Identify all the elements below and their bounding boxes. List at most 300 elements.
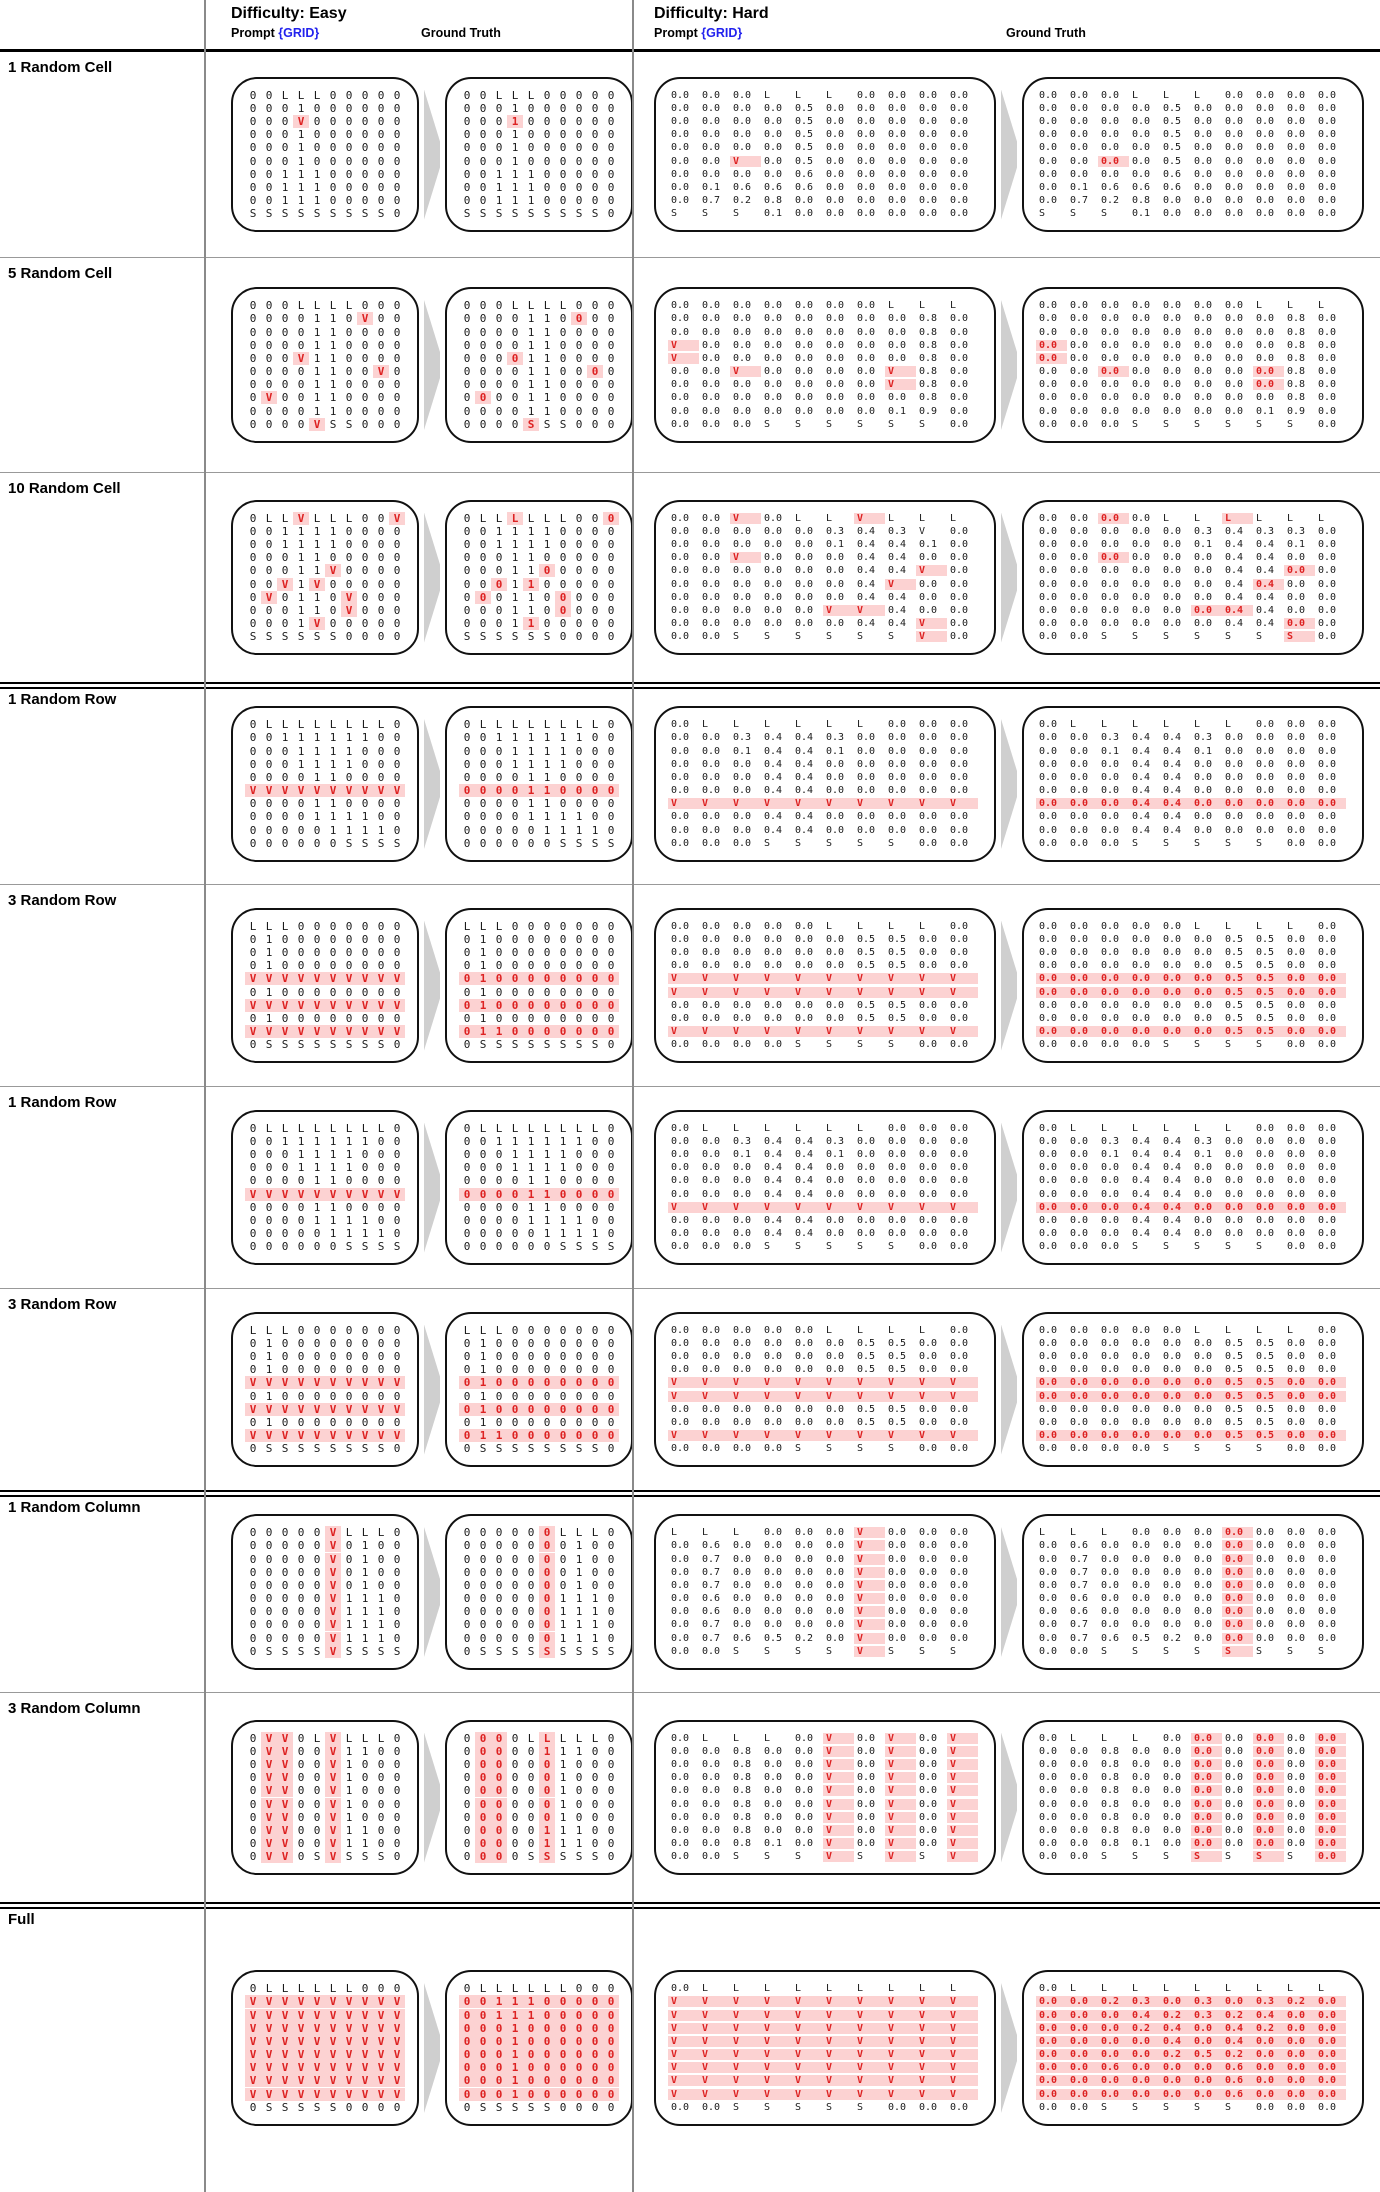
grid-cell: 0.0 xyxy=(950,920,969,932)
grid-cell: 0 xyxy=(511,1823,519,1837)
grid-cell: 0 xyxy=(479,1227,487,1241)
grid-cell: L xyxy=(919,300,926,312)
grid-cell: 0.1 xyxy=(1194,745,1213,757)
grid-cell: 0 xyxy=(249,1539,257,1553)
grid-cell: 0 xyxy=(575,1982,583,1996)
grid-cell: 0.5 xyxy=(1225,947,1244,959)
grid-cell: 0.0 xyxy=(1039,1772,1058,1784)
grid-cell: V xyxy=(389,1995,405,2008)
grid-row xyxy=(459,141,619,154)
grid-cell: V xyxy=(373,2088,389,2101)
grid-cell: 0.0 xyxy=(1191,973,1222,984)
grid-cell: 0 xyxy=(463,1539,471,1553)
grid-cell: 0.0 xyxy=(919,89,938,101)
grid-cell: S xyxy=(495,630,503,644)
grid-cell: 0 xyxy=(475,1995,491,2008)
grid-cell: 0.0 xyxy=(1163,552,1182,564)
grid-cell: 0 xyxy=(329,551,337,565)
grid-cell: V xyxy=(792,2075,823,2086)
grid-cell: 0.6 xyxy=(795,181,814,193)
grid-cell: 0 xyxy=(345,577,353,591)
grid-cell: 0.0 xyxy=(1036,973,1067,984)
grid-token: {GRID} xyxy=(701,26,743,40)
difficulty-divider xyxy=(632,0,634,2192)
section-label: 1 Random Row xyxy=(8,691,117,708)
grid-cell: V xyxy=(885,2023,916,2034)
grid-cell: 0.0 xyxy=(857,1785,876,1797)
grid-row xyxy=(459,312,619,325)
grid xyxy=(459,1982,619,2114)
grid-cell: 1 xyxy=(345,1148,353,1162)
grid-cell: 0 xyxy=(463,1038,471,1052)
grid-cell: 0.0 xyxy=(1253,366,1284,377)
grid-cell: S xyxy=(479,207,487,221)
grid-cell: 0 xyxy=(297,1336,305,1350)
grid-cell: 0 xyxy=(393,1539,401,1553)
grid-cell: 1 xyxy=(297,154,305,168)
grid-cell: 0 xyxy=(393,564,401,578)
grid-cell: 0.5 xyxy=(857,960,876,972)
grid-cell: 0.0 xyxy=(1256,181,1275,193)
grid-cell: 0.0 xyxy=(888,208,907,220)
grid-row xyxy=(459,1566,619,1579)
grid-cell: L xyxy=(1101,1122,1108,1134)
grid-cell: 0.0 xyxy=(1070,379,1089,391)
grid-cell: V xyxy=(761,973,792,984)
grid-cell: 0.0 xyxy=(1225,208,1244,220)
grid-cell: 1 xyxy=(479,1350,487,1364)
grid-cell: V xyxy=(916,1430,947,1441)
grid-cell: 0 xyxy=(361,1810,369,1824)
grid-cell: 0.0 xyxy=(733,168,752,180)
grid-cell: 0 xyxy=(575,577,583,591)
grid-cell: 0 xyxy=(361,797,369,811)
grid-cell: 0.0 xyxy=(1225,405,1244,417)
grid-cell: 1 xyxy=(329,810,337,824)
grid-cell: 0 xyxy=(511,1578,519,1592)
grid-cell: 1 xyxy=(539,1837,555,1850)
grid-cell: V xyxy=(916,987,947,998)
grid-cell: 0.0 xyxy=(1287,1785,1306,1797)
grid-cell: 0 xyxy=(265,836,273,850)
grid-cell: 0.0 xyxy=(671,1012,690,1024)
grid-cell: 0.0 xyxy=(1194,1632,1213,1644)
grid-cell: 0.0 xyxy=(826,326,845,338)
grid-cell: S xyxy=(733,1645,740,1657)
grid-cell: 0.0 xyxy=(702,618,721,630)
grid-cell: 0 xyxy=(345,101,353,115)
grid-row xyxy=(1036,1337,1350,1350)
grid-cell: 0.0 xyxy=(1194,102,1213,114)
grid-cell: 0.0 xyxy=(1225,745,1244,757)
grid-cell: V xyxy=(947,2089,978,2100)
easy-zone xyxy=(205,77,632,233)
grid-cell: 0 xyxy=(281,590,289,604)
grid-cell: 0.4 xyxy=(1132,771,1151,783)
grid-cell: 0.0 xyxy=(1225,1745,1244,1757)
prompt-to-gt-arrow-icon xyxy=(424,1527,440,1657)
grid-cell: L xyxy=(559,1731,567,1745)
grid-cell: L xyxy=(511,1982,519,1996)
grid-cell: 0 xyxy=(313,1605,321,1619)
grid-cell: 0 xyxy=(575,194,583,208)
grid-cell: 0 xyxy=(495,1631,503,1645)
grid-cell: 0 xyxy=(265,1174,273,1188)
grid-cell: 0 xyxy=(313,1797,321,1811)
grid-cell: 0.0 xyxy=(1318,732,1337,744)
grid-cell: 0.0 xyxy=(1225,168,1244,180)
grid-cell: V xyxy=(792,2010,823,2021)
grid-cell: 0.0 xyxy=(1101,1619,1120,1631)
grid-cell: 0.4 xyxy=(1256,591,1275,603)
grid-cell: S xyxy=(345,836,353,850)
grid-row xyxy=(459,128,619,141)
grid-cell: V xyxy=(699,2036,730,2047)
grid-cell: 1 xyxy=(511,538,519,552)
grid-cell: 0 xyxy=(555,2088,571,2101)
grid-cell: S xyxy=(857,2101,864,2113)
grid-cell: 0.0 xyxy=(1318,1540,1337,1552)
grid-cell: 0.0 xyxy=(1225,785,1244,797)
grid-cell: 0 xyxy=(607,1415,615,1429)
grid-cell: 0.0 xyxy=(671,1798,690,1810)
grid-row xyxy=(668,784,982,797)
grid-cell: 1 xyxy=(313,312,321,326)
grid-cell: 0.0 xyxy=(795,1364,814,1376)
grid-cell: L xyxy=(1194,89,1201,101)
grid-cell: 0.0 xyxy=(1253,798,1284,809)
grid-cell: 0.0 xyxy=(702,811,721,823)
grid-cell: V xyxy=(389,972,405,985)
grid-cell: 0 xyxy=(329,141,337,155)
grid-cell: 0.0 xyxy=(733,1364,752,1376)
grid-cell: 0.0 xyxy=(671,960,690,972)
grid-cell: 0.0 xyxy=(1070,1351,1089,1363)
grid-cell: L xyxy=(764,1122,771,1134)
grid-cell: 0 xyxy=(463,823,471,837)
grid-cell: 0.0 xyxy=(1287,1566,1306,1578)
grid-cell: 0.0 xyxy=(1194,326,1213,338)
grid-cell: 0.0 xyxy=(733,326,752,338)
grid-cell: V xyxy=(325,2035,341,2048)
grid-cell: 0.4 xyxy=(795,1188,814,1200)
grid-cell: 0 xyxy=(527,932,535,946)
grid-cell: 0 xyxy=(281,1350,289,1364)
grid-cell: 0.0 xyxy=(950,142,969,154)
grid-cell: 0.0 xyxy=(919,719,938,731)
grid-cell: 0.0 xyxy=(857,1228,876,1240)
grid-cell: 0 xyxy=(377,1565,385,1579)
grid-cell: 0 xyxy=(265,404,273,418)
grid-cell: V xyxy=(373,999,389,1012)
grid-cell: 0.0 xyxy=(1160,2062,1191,2073)
grid-cell: 0 xyxy=(527,1631,535,1645)
grid-row xyxy=(459,538,619,551)
grid-cell: 0.0 xyxy=(1287,947,1306,959)
grid-cell: 1 xyxy=(543,770,551,784)
grid-cell: 0 xyxy=(393,1323,401,1337)
grid-cell: 0 xyxy=(591,312,599,326)
easy-ground-truth-grid xyxy=(445,1514,633,1670)
grid-cell: 0 xyxy=(575,1350,583,1364)
grid-cell: 0.0 xyxy=(857,168,876,180)
grid-cell: 0 xyxy=(297,338,305,352)
grid-cell: 0.0 xyxy=(1070,960,1089,972)
grid-cell: V xyxy=(792,1377,823,1388)
grid-cell: 0 xyxy=(495,757,503,771)
grid-cell: 0 xyxy=(463,1744,471,1758)
grid-cell: 0.0 xyxy=(1163,960,1182,972)
grid-cell: 0.0 xyxy=(950,933,969,945)
grid-cell: 0 xyxy=(393,538,401,552)
grid-cell: 0.0 xyxy=(1163,1416,1182,1428)
grid-cell: S xyxy=(559,207,567,221)
grid-cell: 0.0 xyxy=(1191,1377,1222,1388)
grid-cell: 0.8 xyxy=(733,1785,752,1797)
grid-cell: 0 xyxy=(555,2022,571,2035)
grid-cell: 0.0 xyxy=(671,539,690,551)
grid-cell: 0 xyxy=(313,946,321,960)
grid-cell: 0.0 xyxy=(1163,1012,1182,1024)
grid-cell: 0.0 xyxy=(1039,824,1058,836)
grid-cell: 0 xyxy=(575,180,583,194)
grid-cell: 0 xyxy=(479,1200,487,1214)
grid-cell: 0.0 xyxy=(795,604,814,616)
grid-cell: V xyxy=(309,1403,325,1416)
grid-cell: 0 xyxy=(345,551,353,565)
grid-cell: 0 xyxy=(281,946,289,960)
grid-cell: 0 xyxy=(361,551,369,565)
grid-cell: 0 xyxy=(479,1578,487,1592)
grid-cell: 0.0 xyxy=(1287,1039,1306,1051)
grid-cell: 0.0 xyxy=(1225,824,1244,836)
grid-cell: 0 xyxy=(507,1025,523,1038)
grid-cell: 0 xyxy=(361,417,369,431)
grid-cell: 1 xyxy=(361,823,369,837)
grid-cell: 1 xyxy=(297,538,305,552)
grid-row xyxy=(1036,1429,1350,1442)
grid-cell: 0 xyxy=(377,101,385,115)
grid-cell: S xyxy=(826,1443,833,1455)
grid-cell: 1 xyxy=(591,1631,599,1645)
grid-cell: 0 xyxy=(459,2074,475,2087)
grid-cell: 0.0 xyxy=(1132,313,1151,325)
grid-cell: 0.0 xyxy=(795,618,814,630)
grid-cell: 1 xyxy=(495,524,503,538)
grid-cell: 0.0 xyxy=(1287,578,1306,590)
grid-cell: 0.0 xyxy=(702,1039,721,1051)
grid-cell: V xyxy=(761,2062,792,2073)
grid-cell: 1 xyxy=(575,731,583,745)
grid-cell: 0 xyxy=(463,1213,471,1227)
grid-cell: 0.0 xyxy=(795,1732,814,1744)
grid-cell: 0.4 xyxy=(1132,1135,1151,1147)
grid-cell: 0.0 xyxy=(733,1606,752,1618)
grid-cell: 0.0 xyxy=(1163,1811,1182,1823)
grid-cell: 0.0 xyxy=(1287,1214,1306,1226)
grid-row xyxy=(459,1403,619,1416)
grid-row xyxy=(245,155,405,168)
grid-cell: 0.0 xyxy=(795,1566,814,1578)
grid-cell: V xyxy=(325,1645,341,1658)
grid-cell: S xyxy=(575,207,583,221)
grid-cell: 0 xyxy=(607,417,615,431)
grid-cell: 0 xyxy=(539,1592,555,1605)
grid-cell: 0.0 xyxy=(671,719,690,731)
grid-cell: 0 xyxy=(479,564,487,578)
easy-zone xyxy=(205,1110,632,1266)
grid-cell: 0.0 xyxy=(1194,565,1213,577)
grid-cell: 0 xyxy=(361,351,369,365)
grid-cell: 0 xyxy=(475,1771,491,1784)
grid-cell: 0.0 xyxy=(1039,1162,1058,1174)
grid-cell: 1 xyxy=(559,1618,567,1632)
grid-cell: 0.0 xyxy=(1318,392,1337,404)
grid-cell: S xyxy=(1253,1851,1284,1862)
grid-cell: 0.0 xyxy=(1194,366,1213,378)
grid-cell: 0.0 xyxy=(1129,2089,1160,2100)
grid-cell: V xyxy=(854,1430,885,1441)
easy-prompt-grid xyxy=(231,1110,419,1266)
grid-cell: 0.0 xyxy=(950,1443,969,1455)
grid-cell: 0.0 xyxy=(671,811,690,823)
grid-row xyxy=(459,1122,619,1135)
grid-cell: 0.0 xyxy=(1315,1838,1346,1849)
grid-row xyxy=(245,784,405,797)
grid-cell: 0 xyxy=(603,1995,619,2008)
grid-cell: 0 xyxy=(265,603,273,617)
grid-cell: S xyxy=(495,1644,503,1658)
section-label: 3 Random Column xyxy=(8,1700,141,1717)
grid-cell: 0.0 xyxy=(1287,116,1306,128)
grid-cell: 0.0 xyxy=(764,512,783,524)
grid-cell: 0 xyxy=(571,1025,587,1038)
grid-cell: 0.0 xyxy=(764,366,783,378)
grid-cell: 0 xyxy=(463,1134,471,1148)
grid-cell: L xyxy=(559,1982,567,1996)
grid-row xyxy=(668,418,982,431)
grid-cell: 0.0 xyxy=(1132,168,1151,180)
hard-prompt-grid xyxy=(654,1110,996,1266)
grid-cell: V xyxy=(341,1025,357,1038)
grid-cell: 0 xyxy=(393,391,401,405)
grid-cell: 1 xyxy=(511,1161,519,1175)
grid-cell: 0.0 xyxy=(1132,618,1151,630)
grid-cell: 0.0 xyxy=(888,824,907,836)
grid-cell: S xyxy=(265,2100,273,2114)
grid-cell: 0 xyxy=(479,1592,487,1606)
grid-cell: S xyxy=(345,1644,353,1658)
grid-cell: 0.0 xyxy=(702,732,721,744)
grid-cell: 0.5 xyxy=(1253,973,1284,984)
hard-prompt-header: Prompt {GRID} xyxy=(654,26,743,40)
grid-cell: 0 xyxy=(607,770,615,784)
grid-cell: L xyxy=(1225,1122,1232,1134)
hard-prompt-grid xyxy=(654,1312,996,1468)
grid-row xyxy=(245,391,405,404)
grid-cell: 0.0 xyxy=(1287,785,1306,797)
grid-cell: 0.0 xyxy=(950,379,969,391)
grid-cell: 0 xyxy=(527,1389,535,1403)
grid-cell: 0 xyxy=(591,1565,599,1579)
section-label: 1 Random Row xyxy=(8,1094,117,1111)
grid-cell: 0 xyxy=(463,1350,471,1364)
grid-cell: S xyxy=(1256,837,1263,849)
grid-cell: 0 xyxy=(603,1429,619,1442)
grid-cell: 0.0 xyxy=(671,1039,690,1051)
grid-cell: 0 xyxy=(463,1618,471,1632)
grid-cell: 0 xyxy=(281,959,289,973)
grid-cell: 0 xyxy=(607,1148,615,1162)
grid-cell: L xyxy=(495,1982,503,1996)
grid-cell: 0.5 xyxy=(857,933,876,945)
grid-cell: 0.0 xyxy=(1287,2101,1306,2113)
grid-cell: 1 xyxy=(313,391,321,405)
grid xyxy=(459,512,619,644)
grid-cell: 0.5 xyxy=(888,1012,907,1024)
grid-cell: 1 xyxy=(543,404,551,418)
grid-cell: V xyxy=(325,972,341,985)
grid-row xyxy=(459,1038,619,1051)
grid-cell: 0 xyxy=(377,404,385,418)
grid-cell: 0.0 xyxy=(764,578,783,590)
grid-cell: 1 xyxy=(265,1011,273,1025)
grid xyxy=(668,1732,982,1864)
grid-cell: V xyxy=(261,1745,277,1758)
grid-cell: 0 xyxy=(575,128,583,142)
grid-cell: 1 xyxy=(265,1336,273,1350)
grid-cell: 0 xyxy=(587,1429,603,1442)
grid-cell: 0 xyxy=(281,770,289,784)
grid-cell: L xyxy=(1070,1527,1077,1539)
grid-cell: L xyxy=(1318,300,1325,312)
grid-cell: V xyxy=(854,2075,885,2086)
hard-ground-truth-grid xyxy=(1022,1720,1364,1876)
grid-row xyxy=(245,933,405,946)
grid-cell: 0 xyxy=(591,1363,599,1377)
grid-cell: 0.0 xyxy=(1284,2062,1315,2073)
grid-cell: 0.0 xyxy=(1101,326,1120,338)
grid-row xyxy=(668,1174,982,1187)
grid-cell: 1 xyxy=(527,312,535,326)
grid-cell: S xyxy=(1101,208,1108,220)
grid-cell: 0 xyxy=(463,1731,471,1745)
grid xyxy=(1036,1732,1350,1864)
grid-cell: 0.5 xyxy=(857,1351,876,1363)
grid-cell: 0 xyxy=(559,919,567,933)
grid-cell: V xyxy=(854,1026,885,1037)
grid-cell: 0 xyxy=(377,1823,385,1837)
grid-cell: 0 xyxy=(459,1376,475,1389)
grid-row xyxy=(1036,551,1350,564)
grid-cell: 0 xyxy=(463,404,471,418)
grid-cell: 0.0 xyxy=(1163,947,1182,959)
grid-cell: 0 xyxy=(543,1011,551,1025)
grid-cell: V xyxy=(357,2022,373,2035)
grid-cell: 1 xyxy=(491,1995,507,2008)
grid-cell: 0 xyxy=(249,770,257,784)
grid-cell: 0.8 xyxy=(1287,366,1306,378)
grid-cell: 0.0 xyxy=(1101,1188,1120,1200)
grid-cell: 0.0 xyxy=(1287,1527,1306,1539)
grid-cell: 0 xyxy=(511,1213,519,1227)
grid-cell: 0 xyxy=(607,404,615,418)
grid-cell: S xyxy=(591,1240,599,1254)
easy-zone xyxy=(205,1720,632,1876)
grid-cell: 0.0 xyxy=(888,89,907,101)
grid-cell: 0 xyxy=(511,1797,519,1811)
grid-cell: S xyxy=(1132,631,1139,643)
